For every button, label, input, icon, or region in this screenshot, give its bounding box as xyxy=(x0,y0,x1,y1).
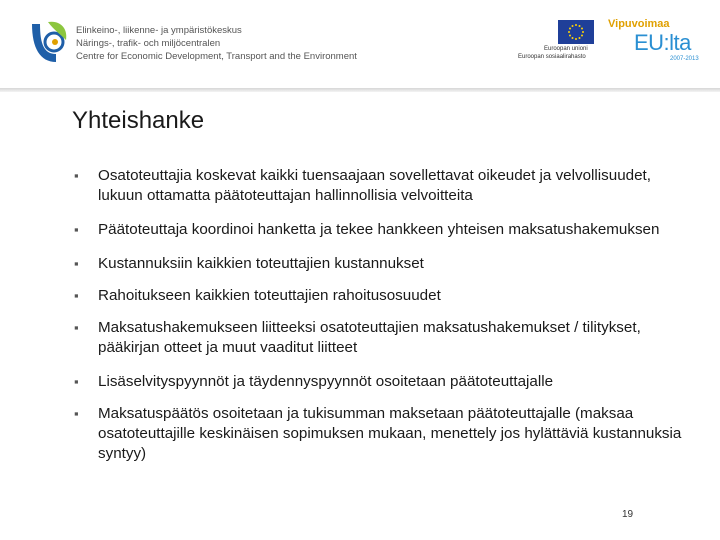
ely-name-sv: Närings-, trafik- och miljöcentralen xyxy=(76,38,221,49)
slide-number: 19 xyxy=(622,509,634,520)
bullet-item xyxy=(72,254,692,274)
ely-centre-name xyxy=(76,24,357,63)
bullet-item xyxy=(72,372,692,392)
square-bullet-icon: ▪ xyxy=(74,374,79,389)
square-bullet-icon: ▪ xyxy=(74,406,79,421)
ely-name-en: Centre for Economic Development, Transport and the Environment xyxy=(76,51,357,62)
square-bullet-icon: ▪ xyxy=(74,168,79,183)
bullet-item xyxy=(72,286,692,306)
bullet-item xyxy=(72,318,692,358)
bullet-item xyxy=(72,404,692,464)
square-bullet-icon: ▪ xyxy=(74,256,79,271)
slide-header xyxy=(0,0,720,90)
eulta-label: EU:lta xyxy=(634,30,691,55)
eu-flag-icon xyxy=(558,20,594,44)
eu-caption: Euroopan unioni xyxy=(544,46,588,52)
bullet-list xyxy=(72,166,692,464)
slide-title: Yhteishanke xyxy=(72,107,205,134)
ely-name-fi: Elinkeino-, liikenne- ja ympäristökeskus xyxy=(76,25,242,36)
bullet-text: Maksatushakemukseen liitteeksi osatoteuttajien maksatushakemukset / tilitykset, pääkirjan otteet ja muut vaaditut liitteet xyxy=(98,319,641,356)
square-bullet-icon: ▪ xyxy=(74,288,79,303)
bullet-text: Rahoitukseen kaikkien toteuttajien rahoitusosuudet xyxy=(98,287,441,304)
header-divider xyxy=(0,88,720,92)
square-bullet-icon: ▪ xyxy=(74,222,79,237)
bullet-text: Kustannuksiin kaikkien toteuttajien kustannukset xyxy=(98,255,424,272)
esf-caption: Euroopan sosiaalirahasto xyxy=(518,54,586,60)
bullet-text: Maksatuspäätös osoitetaan ja tukisumman maksetaan päätoteuttajalle (maksaa osatoteuttajille keskinäisen sopimuksen mukaan, menettely jos hylättäviä kustannuksia syntyy) xyxy=(98,405,682,462)
bullet-text: Osatoteuttajia koskevat kaikki tuensaajaan sovellettavat oikeudet ja velvollisuudet, lukuun ottamatta päätoteuttajan hallinnollisia velvoitteita xyxy=(98,167,651,204)
vipuvoimaa-logo xyxy=(604,18,699,64)
bullet-text: Päätoteuttaja koordinoi hanketta ja tekee hankkeen yhteisen maksatushakemuksen xyxy=(98,221,660,238)
programme-years: 2007-2013 xyxy=(670,56,699,62)
bullet-item xyxy=(72,166,692,206)
vipuvoimaa-label: Vipuvoimaa xyxy=(608,18,670,30)
square-bullet-icon: ▪ xyxy=(74,320,79,335)
bullet-item xyxy=(72,220,692,240)
ely-centre-logo xyxy=(26,18,70,66)
bullet-text: Lisäselvityspyynnöt ja täydennyspyynnöt osoitetaan päätoteuttajalle xyxy=(98,373,554,390)
